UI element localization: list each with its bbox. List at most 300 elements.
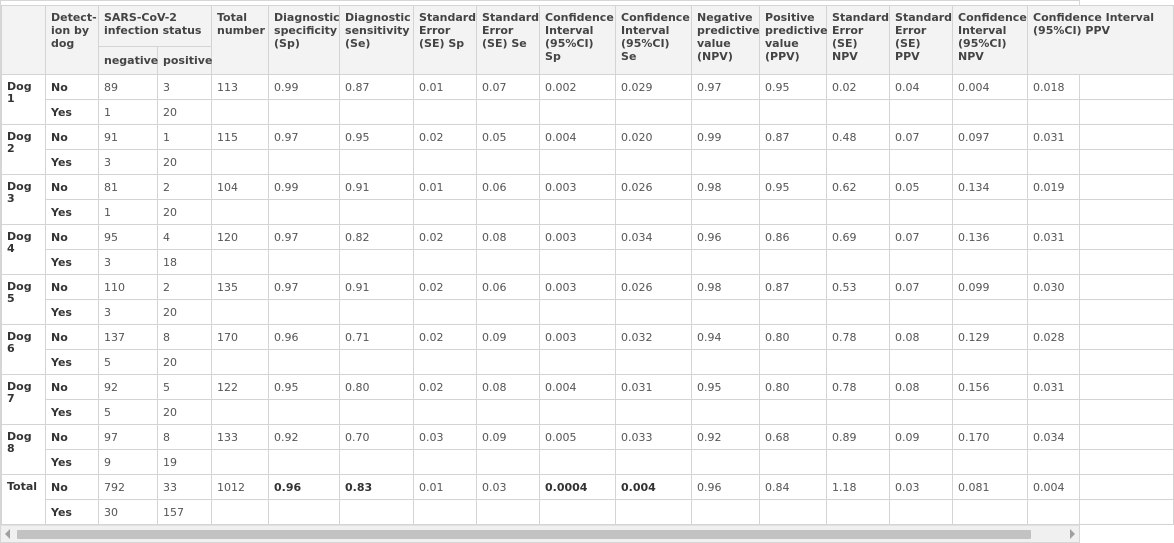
empty-cell xyxy=(760,350,827,375)
dog-label: Dog 5 xyxy=(2,275,46,325)
empty-cell xyxy=(414,100,477,125)
empty-cell xyxy=(540,300,616,325)
empty-cell xyxy=(540,500,616,525)
empty-cell xyxy=(890,200,953,225)
se-sp-cell: 0.01 xyxy=(414,75,477,100)
empty-cell xyxy=(212,500,269,525)
ci-sp-cell: 0.003 xyxy=(540,175,616,200)
total-cell: 113 xyxy=(212,75,269,100)
empty-cell xyxy=(212,100,269,125)
empty-cell xyxy=(890,450,953,475)
npv-header: Negative predictive value (NPV) xyxy=(692,6,760,75)
ppv-cell: 0.68 xyxy=(760,425,827,450)
negative-cell: 3 xyxy=(99,150,158,175)
empty-cell xyxy=(414,400,477,425)
table-row xyxy=(2,100,1174,125)
se-npv-cell: 0.69 xyxy=(827,225,890,250)
ci-sp-cell: 0.0004 xyxy=(540,475,616,500)
ppv-cell: 0.95 xyxy=(760,175,827,200)
empty-cell xyxy=(827,500,890,525)
positive-cell: 157 xyxy=(158,500,212,525)
positive-cell: 4 xyxy=(158,225,212,250)
npv-cell: 0.92 xyxy=(692,425,760,450)
empty-cell xyxy=(827,250,890,275)
empty-cell xyxy=(890,350,953,375)
positive-cell: 3 xyxy=(158,75,212,100)
se-ppv-cell: 0.03 xyxy=(890,475,953,500)
total-cell: 120 xyxy=(212,225,269,250)
empty-cell xyxy=(1028,250,1174,275)
ci-npv-cell: 0.081 xyxy=(953,475,1028,500)
empty-cell xyxy=(540,450,616,475)
se-ppv-cell: 0.07 xyxy=(890,225,953,250)
empty-cell xyxy=(269,100,340,125)
total-cell: 1012 xyxy=(212,475,269,500)
ci-ppv-cell: 0.031 xyxy=(1028,375,1174,400)
ci-se-cell: 0.033 xyxy=(616,425,692,450)
ppv-cell: 0.80 xyxy=(760,325,827,350)
empty-cell xyxy=(953,300,1028,325)
total-cell: 104 xyxy=(212,175,269,200)
table-row xyxy=(2,125,1174,150)
empty-cell xyxy=(477,100,540,125)
negative-cell: 792 xyxy=(99,475,158,500)
ci-sp-cell: 0.004 xyxy=(540,125,616,150)
ci-se-cell: 0.032 xyxy=(616,325,692,350)
ppv-header: Positive predictive value (PPV) xyxy=(760,6,827,75)
empty-cell xyxy=(540,100,616,125)
positive-cell: 20 xyxy=(158,100,212,125)
empty-cell xyxy=(414,250,477,275)
negative-cell: 137 xyxy=(99,325,158,350)
se-cell: 0.91 xyxy=(340,175,414,200)
empty-cell xyxy=(616,350,692,375)
scrollbar-thumb[interactable] xyxy=(17,530,1031,539)
dog-label: Dog 1 xyxy=(2,75,46,125)
ppv-cell: 0.86 xyxy=(760,225,827,250)
empty-cell xyxy=(827,200,890,225)
se-se-cell: 0.03 xyxy=(477,475,540,500)
negative-cell: 97 xyxy=(99,425,158,450)
empty-cell xyxy=(212,300,269,325)
empty-cell xyxy=(692,350,760,375)
empty-cell xyxy=(616,250,692,275)
empty-cell xyxy=(692,200,760,225)
empty-cell xyxy=(692,300,760,325)
empty-cell xyxy=(692,250,760,275)
empty-cell xyxy=(414,200,477,225)
empty-cell xyxy=(477,250,540,275)
ci-sp-cell: 0.003 xyxy=(540,275,616,300)
sp-cell: 0.96 xyxy=(269,475,340,500)
table-row xyxy=(2,225,1174,250)
se-ppv-cell: 0.08 xyxy=(890,325,953,350)
empty-cell xyxy=(1028,400,1174,425)
positive-cell: 20 xyxy=(158,200,212,225)
empty-cell xyxy=(477,500,540,525)
detection-cell: No xyxy=(46,225,99,250)
empty-cell xyxy=(827,400,890,425)
sp-cell: 0.97 xyxy=(269,225,340,250)
empty-cell xyxy=(953,250,1028,275)
empty-cell xyxy=(540,400,616,425)
positive-cell: 2 xyxy=(158,275,212,300)
se-cell: 0.70 xyxy=(340,425,414,450)
empty-cell xyxy=(340,400,414,425)
se-npv-cell: 1.18 xyxy=(827,475,890,500)
detection-cell: Yes xyxy=(46,100,99,125)
empty-cell xyxy=(827,300,890,325)
se-ppv-cell: 0.07 xyxy=(890,275,953,300)
positive-cell: 20 xyxy=(158,300,212,325)
ci-sp-header: Confidence Interval (95%CI) Sp xyxy=(540,6,616,75)
empty-cell xyxy=(1028,350,1174,375)
ci-npv-cell: 0.136 xyxy=(953,225,1028,250)
empty-cell xyxy=(477,400,540,425)
empty-cell xyxy=(477,200,540,225)
se-npv-cell: 0.78 xyxy=(827,325,890,350)
empty-cell xyxy=(616,200,692,225)
ppv-cell: 0.87 xyxy=(760,125,827,150)
empty-cell xyxy=(953,350,1028,375)
se-cell: 0.71 xyxy=(340,325,414,350)
ci-ppv-cell: 0.030 xyxy=(1028,275,1174,300)
dog-label: Total xyxy=(2,475,46,525)
ci-npv-cell: 0.134 xyxy=(953,175,1028,200)
ci-sp-cell: 0.003 xyxy=(540,225,616,250)
ci-ppv-cell: 0.031 xyxy=(1028,225,1174,250)
negative-cell: 5 xyxy=(99,400,158,425)
empty-cell xyxy=(692,500,760,525)
empty-cell xyxy=(827,450,890,475)
npv-cell: 0.98 xyxy=(692,275,760,300)
empty-cell xyxy=(827,350,890,375)
empty-cell xyxy=(540,200,616,225)
total-cell: 122 xyxy=(212,375,269,400)
se-sp-cell: 0.02 xyxy=(414,275,477,300)
npv-cell: 0.96 xyxy=(692,225,760,250)
detection-cell: No xyxy=(46,375,99,400)
se-se-cell: 0.09 xyxy=(477,425,540,450)
se-npv-cell: 0.53 xyxy=(827,275,890,300)
ci-se-cell: 0.026 xyxy=(616,175,692,200)
empty-cell xyxy=(212,200,269,225)
empty-cell xyxy=(1028,450,1174,475)
detection-cell: Yes xyxy=(46,400,99,425)
se-npv-cell: 0.48 xyxy=(827,125,890,150)
ci-npv-header: Confidence Interval (95%CI) NPV xyxy=(953,6,1028,75)
negative-header: negative xyxy=(99,47,158,75)
empty-cell xyxy=(340,350,414,375)
empty-cell xyxy=(953,150,1028,175)
negative-cell: 81 xyxy=(99,175,158,200)
empty-cell xyxy=(212,350,269,375)
empty-cell xyxy=(760,300,827,325)
ci-npv-cell: 0.097 xyxy=(953,125,1028,150)
empty-cell xyxy=(616,150,692,175)
empty-cell xyxy=(340,450,414,475)
se-sp-cell: 0.02 xyxy=(414,125,477,150)
ci-se-cell: 0.004 xyxy=(616,475,692,500)
se-ppv-cell: 0.05 xyxy=(890,175,953,200)
se-npv-cell: 0.62 xyxy=(827,175,890,200)
sp-cell: 0.95 xyxy=(269,375,340,400)
empty-cell xyxy=(760,150,827,175)
ci-ppv-cell: 0.019 xyxy=(1028,175,1174,200)
positive-cell: 20 xyxy=(158,150,212,175)
se-se-header: Standard Error (SE) Se xyxy=(477,6,540,75)
negative-cell: 1 xyxy=(99,200,158,225)
total-cell: 135 xyxy=(212,275,269,300)
empty-cell xyxy=(269,350,340,375)
table-row xyxy=(2,400,1174,425)
negative-cell: 5 xyxy=(99,350,158,375)
positive-cell: 18 xyxy=(158,250,212,275)
total-cell: 133 xyxy=(212,425,269,450)
ci-se-cell: 0.034 xyxy=(616,225,692,250)
ppv-cell: 0.80 xyxy=(760,375,827,400)
empty-cell xyxy=(692,450,760,475)
detection-cell: Yes xyxy=(46,450,99,475)
scroll-right-arrow-icon[interactable] xyxy=(1070,529,1075,539)
se-cell: 0.95 xyxy=(340,125,414,150)
ci-ppv-cell: 0.028 xyxy=(1028,325,1174,350)
se-se-cell: 0.06 xyxy=(477,175,540,200)
negative-cell: 92 xyxy=(99,375,158,400)
empty-cell xyxy=(890,300,953,325)
detection-cell: Yes xyxy=(46,250,99,275)
empty-cell xyxy=(414,150,477,175)
se-cell: 0.87 xyxy=(340,75,414,100)
npv-cell: 0.99 xyxy=(692,125,760,150)
empty-cell xyxy=(760,450,827,475)
ci-npv-cell: 0.170 xyxy=(953,425,1028,450)
table-row xyxy=(2,500,1174,525)
empty-cell xyxy=(212,150,269,175)
row-label-header xyxy=(2,6,46,75)
detection-cell: Yes xyxy=(46,150,99,175)
total-cell: 170 xyxy=(212,325,269,350)
sp-cell: 0.97 xyxy=(269,275,340,300)
se-ppv-header: Standard Error (SE) PPV xyxy=(890,6,953,75)
npv-cell: 0.98 xyxy=(692,175,760,200)
empty-cell xyxy=(477,350,540,375)
empty-cell xyxy=(760,100,827,125)
dog-label: Dog 4 xyxy=(2,225,46,275)
empty-cell xyxy=(414,450,477,475)
detection-cell: Yes xyxy=(46,300,99,325)
detection-cell: Yes xyxy=(46,500,99,525)
empty-cell xyxy=(269,300,340,325)
negative-cell: 30 xyxy=(99,500,158,525)
se-se-cell: 0.08 xyxy=(477,225,540,250)
ci-ppv-header: Confidence Interval (95%CI) PPV xyxy=(1028,6,1174,75)
empty-cell xyxy=(616,400,692,425)
se-sp-cell: 0.02 xyxy=(414,375,477,400)
empty-cell xyxy=(953,100,1028,125)
negative-cell: 89 xyxy=(99,75,158,100)
empty-cell xyxy=(269,200,340,225)
sensitivity-header: Diagnostic sensitivity (Se) xyxy=(340,6,414,75)
negative-cell: 1 xyxy=(99,100,158,125)
empty-cell xyxy=(890,100,953,125)
positive-cell: 19 xyxy=(158,450,212,475)
ci-sp-cell: 0.003 xyxy=(540,325,616,350)
se-npv-cell: 0.89 xyxy=(827,425,890,450)
negative-cell: 95 xyxy=(99,225,158,250)
empty-cell xyxy=(540,350,616,375)
empty-cell xyxy=(340,300,414,325)
se-se-cell: 0.07 xyxy=(477,75,540,100)
ci-se-cell: 0.020 xyxy=(616,125,692,150)
positive-cell: 5 xyxy=(158,375,212,400)
empty-cell xyxy=(1028,200,1174,225)
detection-cell: No xyxy=(46,425,99,450)
detection-cell: No xyxy=(46,475,99,500)
specificity-header: Diagnostic specificity (Sp) xyxy=(269,6,340,75)
ci-sp-cell: 0.005 xyxy=(540,425,616,450)
ci-npv-cell: 0.004 xyxy=(953,75,1028,100)
se-ppv-cell: 0.04 xyxy=(890,75,953,100)
empty-cell xyxy=(269,400,340,425)
detection-cell: Yes xyxy=(46,350,99,375)
negative-cell: 3 xyxy=(99,250,158,275)
table-row xyxy=(2,375,1174,400)
ppv-cell: 0.95 xyxy=(760,75,827,100)
detection-cell: No xyxy=(46,275,99,300)
empty-cell xyxy=(414,350,477,375)
ci-ppv-cell: 0.018 xyxy=(1028,75,1174,100)
empty-cell xyxy=(890,150,953,175)
npv-cell: 0.96 xyxy=(692,475,760,500)
se-sp-cell: 0.03 xyxy=(414,425,477,450)
ppv-cell: 0.84 xyxy=(760,475,827,500)
table-row xyxy=(2,250,1174,275)
empty-cell xyxy=(212,400,269,425)
total-number-header: Total number xyxy=(212,6,269,75)
ci-ppv-cell: 0.004 xyxy=(1028,475,1174,500)
npv-cell: 0.94 xyxy=(692,325,760,350)
detection-cell: Yes xyxy=(46,200,99,225)
empty-cell xyxy=(953,450,1028,475)
infection-status-header: SARS-CoV-2 infection status xyxy=(99,6,212,47)
detection-cell: No xyxy=(46,125,99,150)
se-cell: 0.80 xyxy=(340,375,414,400)
positive-cell: 20 xyxy=(158,350,212,375)
empty-cell xyxy=(692,400,760,425)
table-row xyxy=(2,425,1174,450)
table-row xyxy=(2,300,1174,325)
ci-se-cell: 0.029 xyxy=(616,75,692,100)
ci-se-header: Confidence Interval (95%CI) Se xyxy=(616,6,692,75)
empty-cell xyxy=(540,250,616,275)
se-se-cell: 0.09 xyxy=(477,325,540,350)
empty-cell xyxy=(212,250,269,275)
empty-cell xyxy=(340,150,414,175)
horizontal-scrollbar[interactable] xyxy=(1,525,1079,542)
empty-cell xyxy=(760,250,827,275)
empty-cell xyxy=(477,150,540,175)
empty-cell xyxy=(477,450,540,475)
se-se-cell: 0.06 xyxy=(477,275,540,300)
sp-cell: 0.92 xyxy=(269,425,340,450)
empty-cell xyxy=(340,100,414,125)
empty-cell xyxy=(1028,500,1174,525)
se-sp-cell: 0.01 xyxy=(414,175,477,200)
empty-cell xyxy=(616,300,692,325)
ci-sp-cell: 0.004 xyxy=(540,375,616,400)
npv-cell: 0.95 xyxy=(692,375,760,400)
ci-npv-cell: 0.156 xyxy=(953,375,1028,400)
empty-cell xyxy=(616,500,692,525)
table-row xyxy=(2,275,1174,300)
positive-header: positive xyxy=(158,47,212,75)
table-row xyxy=(2,75,1174,100)
table-row xyxy=(2,150,1174,175)
negative-cell: 91 xyxy=(99,125,158,150)
positive-cell: 8 xyxy=(158,425,212,450)
sp-cell: 0.99 xyxy=(269,75,340,100)
empty-cell xyxy=(953,400,1028,425)
positive-cell: 8 xyxy=(158,325,212,350)
se-cell: 0.82 xyxy=(340,225,414,250)
se-cell: 0.83 xyxy=(340,475,414,500)
se-npv-cell: 0.02 xyxy=(827,75,890,100)
dog-label: Dog 2 xyxy=(2,125,46,175)
se-ppv-cell: 0.09 xyxy=(890,425,953,450)
empty-cell xyxy=(414,300,477,325)
se-npv-header: Standard Error (SE) NPV xyxy=(827,6,890,75)
table-row xyxy=(2,475,1174,500)
empty-cell xyxy=(269,150,340,175)
se-ppv-cell: 0.07 xyxy=(890,125,953,150)
dog-label: Dog 7 xyxy=(2,375,46,425)
total-cell: 115 xyxy=(212,125,269,150)
empty-cell xyxy=(692,100,760,125)
results-table xyxy=(1,5,1174,525)
ci-npv-cell: 0.099 xyxy=(953,275,1028,300)
ci-npv-cell: 0.129 xyxy=(953,325,1028,350)
sp-cell: 0.96 xyxy=(269,325,340,350)
empty-cell xyxy=(540,150,616,175)
empty-cell xyxy=(760,200,827,225)
positive-cell: 33 xyxy=(158,475,212,500)
empty-cell xyxy=(890,500,953,525)
empty-cell xyxy=(953,500,1028,525)
table-row xyxy=(2,175,1174,200)
empty-cell xyxy=(1028,150,1174,175)
ci-sp-cell: 0.002 xyxy=(540,75,616,100)
se-ppv-cell: 0.08 xyxy=(890,375,953,400)
empty-cell xyxy=(827,100,890,125)
se-sp-cell: 0.02 xyxy=(414,225,477,250)
scroll-left-arrow-icon[interactable] xyxy=(5,529,10,539)
empty-cell xyxy=(692,150,760,175)
empty-cell xyxy=(890,400,953,425)
se-cell: 0.91 xyxy=(340,275,414,300)
empty-cell xyxy=(760,400,827,425)
detection-cell: No xyxy=(46,325,99,350)
positive-cell: 2 xyxy=(158,175,212,200)
empty-cell xyxy=(340,200,414,225)
se-sp-cell: 0.01 xyxy=(414,475,477,500)
positive-cell: 20 xyxy=(158,400,212,425)
empty-cell xyxy=(269,250,340,275)
empty-cell xyxy=(340,500,414,525)
empty-cell xyxy=(269,450,340,475)
empty-cell xyxy=(953,200,1028,225)
se-sp-cell: 0.02 xyxy=(414,325,477,350)
